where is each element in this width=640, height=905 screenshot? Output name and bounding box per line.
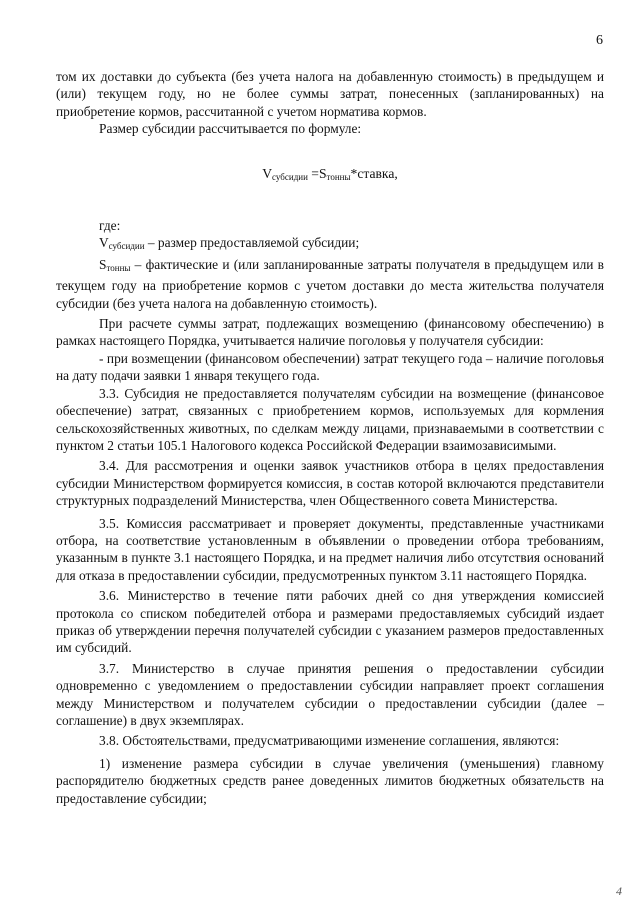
paragraph-calculation: При расчете суммы затрат, подлежащих возмещению (финансовому обеспечению) в рамках настоящего Порядка, учитывается наличие поголовья у получателя субсидии:	[56, 316, 604, 349]
definition-s-text: – фактические и (или запланированные затраты получателя в предыдущем или в текущем году на приобретение кормов с учетом доставки до места жительства получателя субсидии (без учета налога на добавленную стоимость).	[56, 256, 604, 311]
paragraph-3-5: 3.5. Комиссия рассматривает и проверяет документы, представленные участниками отбора, на соответствие установленным в объявлении о проведении отбора требованиям, указанным в пункте 3.1 настоящего Порядка, и на предмет наличия либо отсутствия оснований для отказа в предоставлении субсидии, предусмотренных пунктом 3.11 настоящего Порядка.	[56, 515, 604, 583]
formula	[56, 165, 604, 186]
paragraph-item-1: 1) изменение размера субсидии в случае увеличения (уменьшения) главному распорядителю бюджетных средств ранее доведенных лимитов бюджетных обязательств на предоставление субсидии;	[56, 755, 604, 806]
definition-s-symbol: S	[99, 256, 107, 272]
paragraph-continuation: том их доставки до субъекта (без учета налога на добавленную стоимость) в предыдущем и (или) текущем году, но не более суммы затрат, понесенных (запланированных) на приобретение кормов, рассчитанной с учетом норматива кормов.	[56, 69, 604, 119]
formula-v-subscript: субсидии	[272, 171, 308, 182]
definition-v-symbol: V	[99, 235, 109, 251]
paragraph-3-3: 3.3. Субсидия не предоставляется получателям субсидии на возмещение (финансовое обеспечение) затрат, связанных с приобретением кормов, используемых для кормления сельскохозяйственных животных, по сделкам между лицами, признаваемыми в соответствии с пунктом 2 статьи 105.1 Налогового кодекса Российской Федерации взаимозависимыми.	[56, 385, 604, 453]
formula-rest: *ставка,	[350, 165, 398, 181]
page-number: 6	[596, 33, 603, 48]
paragraph-livestock: - при возмещении (финансовом обеспечении) затрат текущего года – наличие поголовья на дату подачи заявки 1 января текущего года.	[56, 350, 604, 384]
definition-s-subscript: тонны	[106, 262, 131, 273]
paragraph-3-8: 3.8. Обстоятельствами, предусматривающими изменение соглашения, являются:	[99, 733, 560, 749]
formula-equals: =	[307, 165, 319, 181]
formula-s: S	[318, 165, 327, 181]
paragraph-3-7: 3.7. Министерство в случае принятия решения о предоставлении субсидии одновременно с уведомлением о предоставлении субсидии направляет проект соглашения между Министерством и получателем субсидии о предоставлении субсидии (далее – соглашение) в двух экземплярах.	[56, 660, 604, 728]
definition-v-text: – размер предоставляемой субсидии;	[144, 235, 360, 251]
paragraph-3-6: 3.6. Министерство в течение пяти рабочих дней со дня утверждения комиссией протокола со списком победителей отбора и размерами предоставляемых субсидий издает приказ об утверждении перечня получателей субсидии с указанием размеров предоставленных им субсидий.	[56, 588, 604, 656]
formula-s-subscript: тонны	[326, 171, 351, 182]
definition-v	[56, 234, 604, 255]
paragraph-where: где:	[99, 218, 121, 234]
paragraph-formula-intro: Размер субсидии рассчитывается по формуле:	[99, 121, 362, 137]
formula-v: V	[262, 165, 273, 181]
definition-v-subscript: субсидии	[108, 241, 145, 252]
document-body	[56, 68, 604, 807]
paragraph-3-4: 3.4. Для рассмотрения и оценки заявок участников отбора в целях предоставления субсидии Министерством формируется комиссия, в состав которой включаются представители структурных подразделений Министерства, член Общественного совета Министерства.	[56, 458, 604, 509]
corner-mark: 4	[616, 884, 622, 898]
definition-s	[56, 256, 604, 312]
